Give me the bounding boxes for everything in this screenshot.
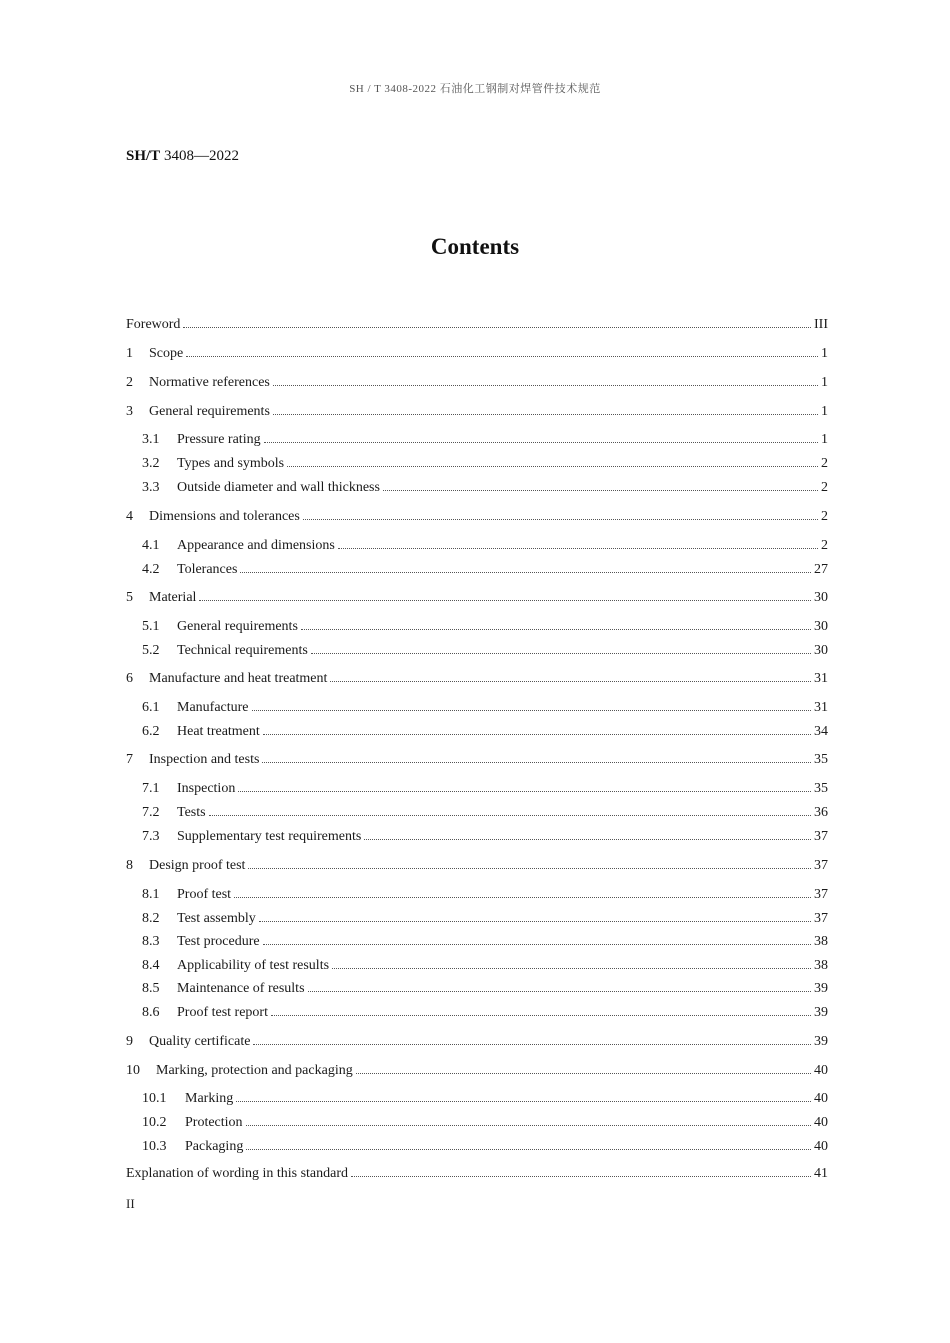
toc-entry-page: 2 bbox=[821, 509, 828, 524]
toc-entry-label: Dimensions and tolerances bbox=[149, 509, 300, 524]
toc-dot-leader bbox=[273, 385, 818, 386]
toc-dot-leader bbox=[356, 1073, 811, 1074]
toc-dot-leader bbox=[364, 839, 811, 840]
toc-entry-page: 2 bbox=[821, 538, 828, 553]
toc-entry[interactable] bbox=[126, 508, 828, 526]
toc-entry-number: 5.1 bbox=[142, 619, 160, 634]
toc-entry-label: Test assembly bbox=[177, 911, 256, 926]
toc-entry-page: 1 bbox=[821, 375, 828, 390]
toc-dot-leader bbox=[238, 791, 811, 792]
toc-dot-leader bbox=[271, 1015, 811, 1016]
toc-entry-page: 35 bbox=[814, 752, 828, 767]
toc-entry-page: III bbox=[814, 317, 828, 332]
toc-entry-page: 39 bbox=[814, 1005, 828, 1020]
toc-entry-label: Outside diameter and wall thickness bbox=[177, 480, 380, 495]
toc-entry-number: 8.4 bbox=[142, 958, 160, 973]
toc-entry-label: Test procedure bbox=[177, 934, 260, 949]
toc-entry-label: Proof test bbox=[177, 887, 232, 902]
toc-entry-number: 8.5 bbox=[142, 981, 160, 996]
toc-dot-leader bbox=[253, 1044, 811, 1045]
toc-dot-leader bbox=[246, 1149, 811, 1150]
toc-entry-label: Foreword bbox=[126, 317, 181, 332]
toc-entry-number: 2 bbox=[126, 375, 133, 390]
page-folio: II bbox=[126, 1196, 135, 1211]
toc-dot-leader bbox=[262, 762, 811, 763]
toc-entry-number: 8.6 bbox=[142, 1005, 160, 1020]
toc-entry-number: 4.2 bbox=[142, 562, 160, 577]
toc-entry[interactable] bbox=[126, 1062, 828, 1080]
toc-entry[interactable] bbox=[126, 857, 828, 875]
toc-entry-page: 37 bbox=[814, 829, 828, 844]
toc-entry-label: Maintenance of results bbox=[177, 981, 305, 996]
toc-entry-number: 5 bbox=[126, 590, 133, 605]
toc-entry-page: 30 bbox=[814, 619, 828, 634]
toc-entry-number: 10.1 bbox=[142, 1091, 167, 1106]
toc-entry-number: 8.3 bbox=[142, 934, 160, 949]
toc-entry[interactable] bbox=[126, 345, 828, 363]
toc-dot-leader bbox=[273, 414, 818, 415]
toc-entry-page: 31 bbox=[814, 700, 828, 715]
toc-entry[interactable] bbox=[142, 886, 828, 904]
toc-entry[interactable] bbox=[126, 670, 828, 688]
toc-entry[interactable] bbox=[142, 1138, 828, 1156]
toc-dot-leader bbox=[264, 442, 818, 443]
toc-dot-leader bbox=[308, 991, 811, 992]
toc-entry-page: 30 bbox=[814, 590, 828, 605]
toc-entry-page: 37 bbox=[814, 887, 828, 902]
toc-entry-number: 7 bbox=[126, 752, 133, 767]
toc-dot-leader bbox=[311, 653, 811, 654]
toc-dot-leader bbox=[186, 356, 818, 357]
toc-dot-leader bbox=[383, 490, 818, 491]
toc-entry-page: 1 bbox=[821, 432, 828, 447]
toc-entry-page: 2 bbox=[821, 456, 828, 471]
toc-entry-label: Applicability of test results bbox=[177, 958, 330, 973]
toc-entry-number: 7.3 bbox=[142, 829, 160, 844]
toc-entry-page: 27 bbox=[814, 562, 828, 577]
toc-dot-leader bbox=[259, 921, 811, 922]
toc-entry-label: Quality certificate bbox=[149, 1034, 251, 1049]
toc-entry[interactable] bbox=[142, 804, 828, 822]
toc-entry[interactable] bbox=[142, 537, 828, 555]
toc-entry[interactable] bbox=[126, 1165, 828, 1183]
toc-entry-number: 4 bbox=[126, 509, 133, 524]
toc-dot-leader bbox=[351, 1176, 811, 1177]
toc-entry-label: Pressure rating bbox=[177, 432, 261, 447]
toc-entry[interactable] bbox=[142, 828, 828, 846]
toc-entry-page: 35 bbox=[814, 781, 828, 796]
toc-entry-label: Marking bbox=[185, 1091, 234, 1106]
toc-entry-page: 39 bbox=[814, 1034, 828, 1049]
toc-dot-leader bbox=[183, 327, 811, 328]
toc-entry-number: 8 bbox=[126, 858, 133, 873]
toc-entry[interactable] bbox=[142, 479, 828, 497]
toc-entry-number: 10 bbox=[126, 1063, 140, 1078]
toc-entry[interactable] bbox=[142, 723, 828, 741]
toc-entry-number: 8.1 bbox=[142, 887, 160, 902]
toc-entry-page: 40 bbox=[814, 1063, 828, 1078]
toc-entry-label: Scope bbox=[149, 346, 184, 361]
toc-dot-leader bbox=[263, 944, 811, 945]
toc-entry[interactable] bbox=[126, 751, 828, 769]
toc-dot-leader bbox=[199, 600, 811, 601]
toc-entry-label: Inspection bbox=[177, 781, 236, 796]
toc-entry-number: 10.3 bbox=[142, 1139, 167, 1154]
toc-entry-label: Manufacture and heat treatment bbox=[149, 671, 328, 686]
toc-entry-page: 39 bbox=[814, 981, 828, 996]
toc-entry-page: 1 bbox=[821, 346, 828, 361]
toc-entry[interactable] bbox=[142, 1090, 828, 1108]
toc-dot-leader bbox=[263, 734, 811, 735]
toc-dot-leader bbox=[330, 681, 811, 682]
standard-number bbox=[126, 148, 239, 165]
standard-number-prefix: SH/T bbox=[126, 148, 161, 164]
toc-entry-number: 3.3 bbox=[142, 480, 160, 495]
toc-entry-number: 1 bbox=[126, 346, 133, 361]
toc-entry[interactable] bbox=[126, 403, 828, 421]
toc-dot-leader bbox=[248, 868, 811, 869]
toc-entry-page: 41 bbox=[814, 1166, 828, 1181]
toc-entry[interactable] bbox=[142, 910, 828, 928]
toc-entry[interactable] bbox=[142, 431, 828, 449]
running-header: SH / T 3408-2022 石油化工钢制对焊管件技术规范 bbox=[349, 83, 601, 95]
page-title: Contents bbox=[430, 234, 520, 259]
toc-entry-label: Proof test report bbox=[177, 1005, 268, 1020]
toc-entry[interactable] bbox=[142, 1004, 828, 1022]
toc-entry-page: 37 bbox=[814, 858, 828, 873]
toc-entry[interactable] bbox=[142, 699, 828, 717]
toc-dot-leader bbox=[301, 629, 811, 630]
toc-entry[interactable] bbox=[126, 374, 828, 392]
toc-entry-page: 1 bbox=[821, 404, 828, 419]
toc-entry-label: Technical requirements bbox=[177, 643, 308, 658]
toc-entry[interactable] bbox=[142, 561, 828, 579]
toc-entry-number: 6.2 bbox=[142, 724, 160, 739]
toc-entry-page: 40 bbox=[814, 1139, 828, 1154]
toc-entry-page: 34 bbox=[814, 724, 828, 739]
toc-dot-leader bbox=[303, 519, 818, 520]
toc-dot-leader bbox=[338, 548, 818, 549]
toc-entry-label: General requirements bbox=[177, 619, 298, 634]
toc-entry[interactable] bbox=[142, 957, 828, 975]
toc-entry-label: Tests bbox=[177, 805, 206, 820]
toc-entry-label: Design proof test bbox=[149, 858, 246, 873]
toc-entry-number: 7.2 bbox=[142, 805, 160, 820]
toc-entry-number: 6.1 bbox=[142, 700, 160, 715]
toc-dot-leader bbox=[246, 1125, 811, 1126]
toc-entry-label: Inspection and tests bbox=[149, 752, 260, 767]
toc-entry[interactable] bbox=[142, 780, 828, 798]
toc-entry-label: General requirements bbox=[149, 404, 270, 419]
toc-entry-number: 9 bbox=[126, 1034, 133, 1049]
toc-entry-label: Appearance and dimensions bbox=[177, 538, 335, 553]
toc-entry-label: Supplementary test requirements bbox=[177, 829, 362, 844]
toc-entry-page: 2 bbox=[821, 480, 828, 495]
toc-entry-number: 3.2 bbox=[142, 456, 160, 471]
toc-dot-leader bbox=[236, 1101, 811, 1102]
toc-entry-number: 10.2 bbox=[142, 1115, 167, 1130]
toc-entry-number: 4.1 bbox=[142, 538, 160, 553]
toc-entry-number: 5.2 bbox=[142, 643, 160, 658]
toc-dot-leader bbox=[234, 897, 811, 898]
standard-number-rest: 3408—2022 bbox=[160, 148, 239, 164]
toc-entry[interactable] bbox=[142, 980, 828, 998]
toc-entry[interactable] bbox=[142, 642, 828, 660]
toc-entry[interactable] bbox=[126, 589, 828, 607]
toc-entry-number: 3.1 bbox=[142, 432, 160, 447]
toc-entry[interactable] bbox=[126, 316, 828, 334]
toc-dot-leader bbox=[240, 572, 811, 573]
toc-entry-page: 38 bbox=[814, 934, 828, 949]
toc-entry[interactable] bbox=[142, 1114, 828, 1132]
toc-entry-label: Packaging bbox=[185, 1139, 244, 1154]
toc-dot-leader bbox=[332, 968, 811, 969]
toc-entry-number: 7.1 bbox=[142, 781, 160, 796]
toc-entry[interactable] bbox=[142, 618, 828, 636]
toc-entry-page: 38 bbox=[814, 958, 828, 973]
toc-entry-label: Marking, protection and packaging bbox=[156, 1063, 353, 1078]
toc-dot-leader bbox=[252, 710, 811, 711]
toc-entry-page: 40 bbox=[814, 1091, 828, 1106]
toc-entry-label: Explanation of wording in this standard bbox=[126, 1166, 349, 1181]
toc-entry[interactable] bbox=[142, 455, 828, 473]
toc-entry-label: Normative references bbox=[149, 375, 270, 390]
toc-entry-number: 3 bbox=[126, 404, 133, 419]
toc-dot-leader bbox=[287, 466, 818, 467]
toc-entry-label: Protection bbox=[185, 1115, 243, 1130]
toc-entry-page: 40 bbox=[814, 1115, 828, 1130]
toc-entry-label: Heat treatment bbox=[177, 724, 260, 739]
toc-entry-label: Material bbox=[149, 590, 197, 605]
toc-entry-label: Manufacture bbox=[177, 700, 249, 715]
toc-entry[interactable] bbox=[126, 1033, 828, 1051]
toc-entry-number: 8.2 bbox=[142, 911, 160, 926]
toc-entry-number: 6 bbox=[126, 671, 133, 686]
toc-entry[interactable] bbox=[142, 933, 828, 951]
toc-entry-page: 30 bbox=[814, 643, 828, 658]
toc-entry-label: Tolerances bbox=[177, 562, 238, 577]
toc-dot-leader bbox=[209, 815, 811, 816]
toc-entry-page: 37 bbox=[814, 911, 828, 926]
toc-entry-label: Types and symbols bbox=[177, 456, 285, 471]
toc-entry-page: 31 bbox=[814, 671, 828, 686]
toc-entry-page: 36 bbox=[814, 805, 828, 820]
